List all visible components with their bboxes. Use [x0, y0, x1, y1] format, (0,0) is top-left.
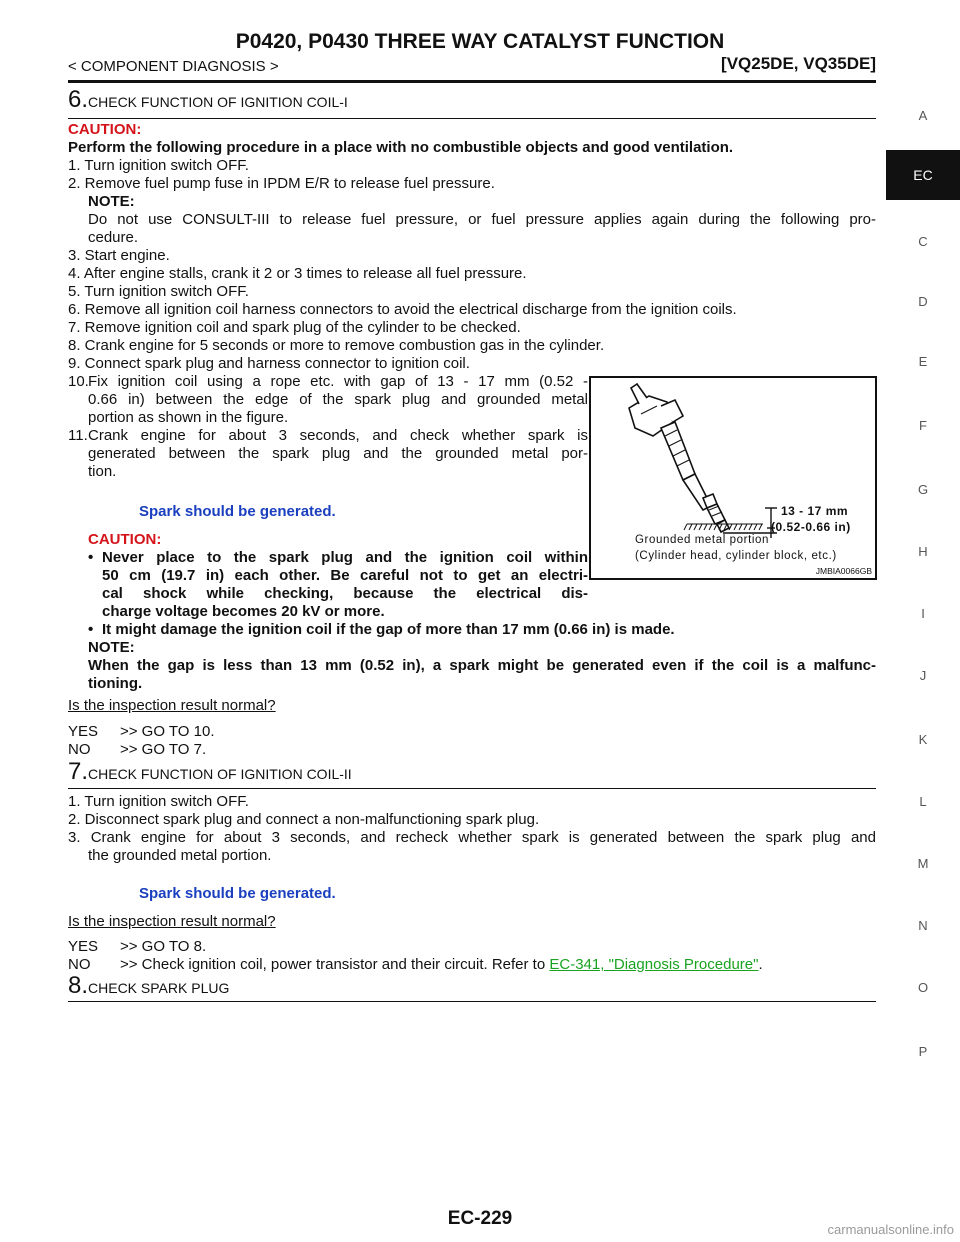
note-label: NOTE:: [88, 193, 135, 210]
note-text-line-1: Do not use CONSULT-III to release fuel pressure, or fuel pressure applies again during the following pro-: [88, 211, 876, 228]
step-7-item-1: 1. Turn ignition switch OFF.: [68, 793, 249, 810]
step-8-title: CHECK SPARK PLUG: [88, 980, 230, 996]
step-7-no-end: .: [758, 956, 763, 973]
side-index-c[interactable]: C: [918, 234, 928, 249]
side-index-o[interactable]: O: [917, 980, 929, 995]
step-6-heading: [68, 86, 348, 114]
page-number: EC-229: [447, 1208, 513, 1229]
step-6-question: Is the inspection result normal?: [68, 697, 276, 714]
step-7-yes-result: >> GO TO 8.: [120, 938, 207, 955]
step-8-rule: [68, 1001, 876, 1002]
bullet-1-line-2: 50 cm (19.7 in) each other. Be careful not to get an electri-: [102, 567, 588, 584]
step-7-yes-label: YES: [68, 938, 99, 955]
step-6-no-result: >> GO TO 7.: [120, 741, 207, 758]
step-6-item-7: 7. Remove ignition coil and spark plug of the cylinder to be checked.: [68, 319, 521, 336]
step-7-item-2: 2. Disconnect spark plug and connect a non-malfunctioning spark plug.: [68, 811, 540, 828]
step-6-item-10-line-2: 0.66 in) between the edge of the spark plug and grounded metal: [88, 391, 588, 408]
page-title: P0420, P0430 THREE WAY CATALYST FUNCTION: [235, 30, 725, 53]
side-index-e[interactable]: E: [918, 354, 928, 369]
side-index-f[interactable]: F: [919, 418, 927, 433]
step-6-item-6: 6. Remove all ignition coil harness connectors to avoid the electrical discharge from the ignition coils.: [68, 301, 737, 318]
step-6-item-2: 2. Remove fuel pump fuse in IPDM E/R to release fuel pressure.: [68, 175, 495, 192]
step-6-item-11-number: 11.: [68, 427, 88, 444]
step-6-number: 6.: [68, 86, 89, 113]
step-6-item-10-number: 10.: [68, 373, 89, 390]
step-6-yes-result: >> GO TO 10.: [120, 723, 215, 740]
step-6-item-11-line-2: generated between the spark plug and the grounded metal por-: [88, 445, 588, 462]
caution-2-label: CAUTION:: [88, 531, 162, 548]
step-7-title: CHECK FUNCTION OF IGNITION COIL-II: [88, 766, 352, 782]
step-7-no-result: [120, 956, 763, 973]
side-index-k[interactable]: K: [918, 732, 928, 747]
figure-code: JMBIA0066GB: [815, 566, 872, 576]
side-index-g[interactable]: G: [917, 482, 929, 497]
bullet-1-marker: •: [88, 549, 94, 566]
step-8-number: 8.: [68, 972, 89, 999]
step-7-number: 7.: [68, 758, 89, 785]
step-6-item-5: 5. Turn ignition switch OFF.: [68, 283, 249, 300]
step-7-rule: [68, 788, 876, 789]
step-6-rule: [68, 118, 876, 119]
step-6-item-4: 4. After engine stalls, crank it 2 or 3 times to release all fuel pressure.: [68, 265, 527, 282]
side-index-m[interactable]: M: [917, 856, 929, 871]
step-6-no-label: NO: [68, 741, 91, 758]
side-index-n[interactable]: N: [918, 918, 928, 933]
step-6-item-10-line-1: Fix ignition coil using a rope etc. with gap of 13 - 17 mm (0.52 -: [88, 373, 588, 390]
step-7-heading: [68, 758, 352, 786]
ground-label-2: (Cylinder head, cylinder block, etc.): [635, 550, 837, 562]
ignition-coil-diagram: [591, 378, 875, 578]
step-6-title: CHECK FUNCTION OF IGNITION COIL-I: [88, 94, 348, 110]
side-index-ec-active[interactable]: EC: [886, 150, 960, 200]
step-8-heading: [68, 972, 229, 1000]
diagnosis-procedure-link[interactable]: EC-341, "Diagnosis Procedure": [549, 956, 759, 973]
step-6-item-11-line-3: tion.: [88, 463, 117, 480]
gap-label-in: (0.52-0.66 in): [771, 520, 851, 534]
watermark: carmanualsonline.info: [827, 1222, 954, 1237]
bullet-1-line-4: charge voltage becomes 20 kV or more.: [102, 603, 385, 620]
note-text-line-2: cedure.: [88, 229, 139, 246]
spark-requirement-2: Spark should be generated.: [139, 885, 336, 902]
gap-label-mm: 13 - 17 mm: [781, 504, 849, 518]
step-7-no-label: NO: [68, 956, 91, 973]
bullet-2-text: It might damage the ignition coil if the gap of more than 17 mm (0.66 in) is made.: [102, 621, 675, 638]
step-6-item-1: 1. Turn ignition switch OFF.: [68, 157, 249, 174]
step-7-no-text: >> Check ignition coil, power transistor and their circuit. Refer to: [120, 956, 550, 973]
spark-requirement-1: Spark should be generated.: [139, 503, 336, 520]
bullet-1-line-3: cal shock while checking, because the electrical dis-: [102, 585, 588, 602]
side-index-a[interactable]: A: [918, 108, 928, 123]
bullet-1-line-1: Never place to the spark plug and the ignition coil within: [102, 549, 588, 566]
note-2-label: NOTE:: [88, 639, 135, 656]
step-7-item-3-line-1: 3. Crank engine for about 3 seconds, and recheck whether spark is generated between the spark plug and: [68, 829, 876, 846]
note-2-line-2: tioning.: [88, 675, 143, 692]
ground-label-1: Grounded metal portion: [635, 534, 770, 546]
step-6-yes-label: YES: [68, 723, 99, 740]
side-index-d[interactable]: D: [918, 294, 928, 309]
side-index-j[interactable]: J: [919, 668, 927, 683]
step-7-item-3-line-2: the grounded metal portion.: [88, 847, 272, 864]
caution-text: Perform the following procedure in a place with no combustible objects and good ventilation.: [68, 139, 734, 156]
side-index-h[interactable]: H: [918, 544, 928, 559]
bullet-2-marker: •: [88, 621, 94, 638]
section-label: < COMPONENT DIAGNOSIS >: [68, 58, 279, 75]
step-6-item-11-line-1: Crank engine for about 3 seconds, and check whether spark is: [88, 427, 588, 444]
side-index-i[interactable]: I: [921, 606, 925, 621]
step-6-item-10-line-3: portion as shown in the figure.: [88, 409, 289, 426]
engine-label: [VQ25DE, VQ35DE]: [721, 54, 876, 73]
step-6-item-9: 9. Connect spark plug and harness connector to ignition coil.: [68, 355, 470, 372]
side-index-p[interactable]: P: [918, 1044, 928, 1059]
step-6-item-3: 3. Start engine.: [68, 247, 170, 264]
step-7-question: Is the inspection result normal?: [68, 913, 276, 930]
step-6-item-8: 8. Crank engine for 5 seconds or more to remove combustion gas in the cylinder.: [68, 337, 605, 354]
note-2-line-1: When the gap is less than 13 mm (0.52 in), a spark might be generated even if the coil is a malfunc-: [88, 657, 876, 674]
side-index-l[interactable]: L: [919, 794, 927, 809]
caution-label: CAUTION:: [68, 121, 142, 138]
ignition-coil-figure: [589, 376, 877, 580]
header-rule: [68, 80, 876, 83]
